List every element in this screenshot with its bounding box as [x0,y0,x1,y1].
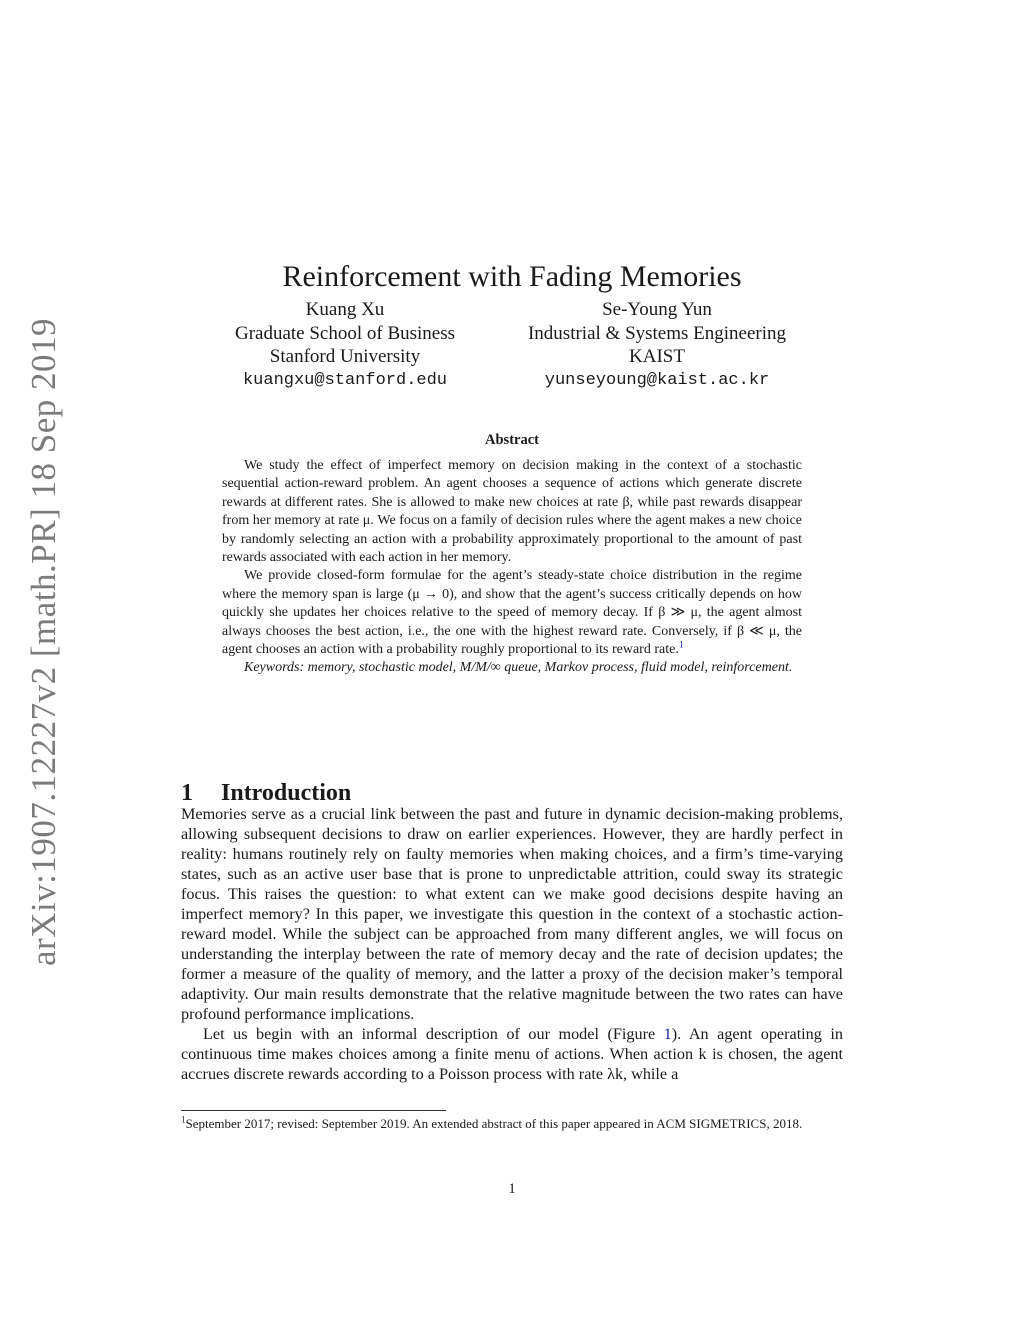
section-title: Introduction [221,779,352,806]
abstract-heading: Abstract [485,432,539,448]
footnote-divider [181,1110,446,1111]
paper-title: Reinforcement with Fading Memories [282,260,742,294]
abstract-body [222,457,802,678]
section-heading [181,780,351,807]
author-name: Se-Young Yun [602,299,712,320]
figure-reference-link[interactable]: 1 [663,1025,672,1043]
abstract-paragraph [222,567,802,659]
keywords: Keywords: memory, stochastic model, M/M/∞ queue, Markov process, fluid model, reinforcement. [244,660,793,676]
body-paragraph-text: ). An agent operating in continuous time makes choices among a finite menu of actions. When action k is chosen, the agent accrues discrete rewards according to a Poisson process with rate λk, while a [181,1025,843,1083]
author-email[interactable]: kuangxu@stanford.edu [242,370,448,390]
body-paragraph-text: Let us begin with an informal description of our model (Figure [203,1025,664,1043]
author-institution: Stanford University [269,346,421,367]
author-email[interactable]: yunseyoung@kaist.ac.kr [544,370,770,390]
author-affiliation: Graduate School of Business [234,322,456,344]
abstract-paragraph: We study the effect of imperfect memory on decision making in the context of a stochastic sequential action-reward problem. An agent chooses a sequence of actions which generate discrete rewards at different rates. She is allowed to make new choices at rate β, while past rewards disappear from her memory at rate μ. We focus on a family of decision rules where the agent makes a new choice by randomly selecting an action with a probability approximately proportional to the amount of past rewards associated with each action in her memory. [222,458,802,566]
section-number: 1 [181,779,193,806]
body-text [181,804,843,1084]
arxiv-identifier-stamp: arXiv:1907.12227v2 [math.PR] 18 Sep 2019 [24,317,63,967]
author-block-1 [195,298,495,392]
footnote-mark: 1 [181,1114,186,1125]
footnote-marker-link[interactable]: 1 [678,639,684,651]
author-block-2 [497,298,817,392]
body-paragraph: Memories serve as a crucial link between the past and future in dynamic decision-making problems, allowing subsequent decisions to draw on earlier experiences. However, they are hardly perfect in reality: humans routinely rely on faulty memories when making choices, and a firm’s time-varying states, such as an active user base that is prone to unpredictable attrition, could sway its strategic focus. This raises the question: to what extent can we make good decisions despite having an imperfect memory? In this paper, we investigate this question in the context of a stochastic action-reward model. While the subject can be approached from many different angles, we will focus on understanding the interplay between the rate of memory decay and the rate of decision updates; the former a measure of the quality of memory, and the latter a proxy of the decision maker’s temporal adaptivity. Our main results demonstrate that the relative magnitude between the two rates can have profound performance implications. [181,805,843,1023]
author-name: Kuang Xu [305,299,385,320]
abstract-paragraph-text: We provide closed-form formulae for the agent’s steady-state choice distribution in the regime where the memory span is large (μ → 0), and show that the agent’s success critically depends on how quickly she updates her choices relative to the speed of memory decay. If β ≫ μ, the agent almost always chooses the best action, i.e., the one with the highest reward rate. Conversely, if β ≪ μ, the agent chooses an action with a probability roughly proportional to its reward rate. [222,568,802,658]
author-institution: KAIST [629,346,685,367]
footnote-text: September 2017; revised: September 2019. An extended abstract of this paper appeared in ACM SIGMETRICS, 2018. [185,1116,803,1131]
body-paragraph [181,1024,843,1084]
footnote [181,1115,843,1132]
page-number: 1 [508,1181,516,1197]
author-affiliation: Industrial & Systems Engineering [527,322,787,344]
